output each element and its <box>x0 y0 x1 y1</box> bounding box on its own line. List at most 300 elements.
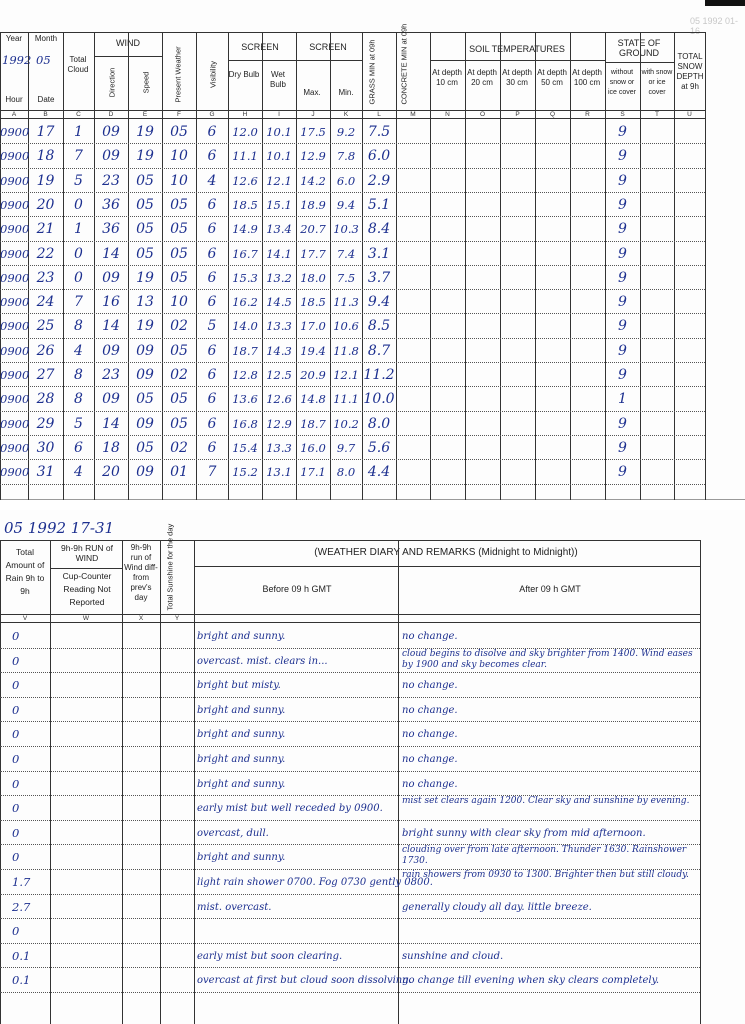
rain-amount: 0 <box>12 727 20 742</box>
dry-bulb-label: Dry Bulb <box>228 70 260 79</box>
diary-row-rule <box>0 771 700 772</box>
cell-min: 11.1 <box>333 392 359 407</box>
cell-pw: 05 <box>170 245 188 262</box>
cell-date: 31 <box>36 464 55 481</box>
date-label: Date <box>37 95 55 104</box>
after-09-label: After 09 h GMT <box>519 584 581 594</box>
cell-cloud: 0 <box>74 196 83 213</box>
cell-max: 17.1 <box>300 465 326 480</box>
diary-row-rule <box>0 943 700 944</box>
depth-50-label: At depth 50 cm <box>537 68 567 87</box>
cell-min: 11.3 <box>333 295 359 310</box>
cell-dry: 12.0 <box>232 125 258 139</box>
diary-before: overcast at first but cloud soon dissolving. <box>197 975 412 987</box>
cell-max: 19.4 <box>300 343 326 358</box>
column-letter: J <box>311 111 315 118</box>
rain-amount: 0 <box>12 801 20 816</box>
min-label: Min. <box>338 88 354 97</box>
cell-vis: 6 <box>207 439 217 456</box>
cell-pw: 10 <box>170 148 188 165</box>
cell-hour: 0900 <box>0 343 30 358</box>
cell-cloud: 5 <box>74 172 83 189</box>
column-letter: I <box>278 111 280 118</box>
column-letter: E <box>142 111 148 118</box>
cell-pw: 05 <box>170 415 188 432</box>
cell-dir: 14 <box>102 245 120 262</box>
cell-cloud: 6 <box>74 439 83 456</box>
diary-row-rule <box>0 967 700 968</box>
run-diff-label: 9h-9h run of Wind diff- from prev's day <box>124 543 158 602</box>
column-letter: R <box>585 111 590 118</box>
cell-vis: 4 <box>207 172 217 189</box>
cell-min: 11.8 <box>333 343 359 358</box>
rain-amount: 0.1 <box>12 948 31 963</box>
top-right-note: 05 1992 01-16 <box>690 16 739 36</box>
cell-hour: 0900 <box>0 173 30 188</box>
diary-after: generally cloudy all day. little breeze. <box>402 901 592 913</box>
rain-amount: 1.7 <box>12 875 31 889</box>
diary-before: overcast, dull. <box>197 827 269 839</box>
cell-grass: 10.0 <box>363 391 395 408</box>
speed-label: Speed <box>141 71 151 94</box>
cell-wet: 12.1 <box>266 173 292 188</box>
cell-pw: 05 <box>170 269 188 286</box>
cell-wet: 13.3 <box>266 319 292 334</box>
column-letter: P <box>515 111 520 118</box>
cell-grass: 5.1 <box>367 196 391 213</box>
cell-date: 19 <box>36 172 55 189</box>
cell-dry: 14.0 <box>232 319 258 334</box>
cell-speed: 09 <box>136 464 154 481</box>
diary-after: sunshine and cloud. <box>402 950 504 962</box>
row-rule <box>0 143 705 144</box>
column-letter: U <box>687 111 692 118</box>
cell-min: 9.4 <box>336 197 356 212</box>
grid-column-line <box>500 32 501 500</box>
cell-cloud: 8 <box>74 318 83 335</box>
column-letter: M <box>410 111 416 118</box>
cell-dir: 20 <box>102 464 120 481</box>
diary-column-line <box>700 540 701 1024</box>
visibility-label: Visibility <box>208 61 218 88</box>
cell-vis: 6 <box>207 415 217 432</box>
column-letter: L <box>377 111 381 118</box>
cell-max: 17.7 <box>300 246 326 261</box>
total-sunshine-label: Total Sunshine for the day <box>165 523 175 611</box>
cell-dir: 18 <box>102 439 120 456</box>
cell-dir: 14 <box>102 415 120 432</box>
diary-column-letter: Y <box>174 615 180 622</box>
cell-pw: 02 <box>170 318 188 335</box>
sheet-corner-mark <box>705 0 745 6</box>
diary-after: mist set clears again 1200. Clear sky and sunshine by evening. <box>402 796 690 807</box>
cell-cloud: 8 <box>74 367 83 383</box>
diary-row-rule <box>0 721 700 722</box>
cell-wet: 13.2 <box>266 270 292 285</box>
diary-row-rule <box>0 894 700 895</box>
with-snow-label: with snow or ice cover <box>641 69 673 96</box>
total-rain-label: Total Amount of Rain 9h to 9h <box>5 547 45 596</box>
cell-grass: 8.5 <box>367 318 391 335</box>
cell-ground: 9 <box>618 464 627 481</box>
row-rule <box>0 386 705 387</box>
cell-ground: 9 <box>618 221 627 238</box>
cell-dry: 16.2 <box>232 295 258 310</box>
cell-cloud: 4 <box>74 342 83 359</box>
cell-ground: 9 <box>618 294 627 311</box>
cell-max: 18.7 <box>300 416 326 431</box>
cell-dir: 09 <box>102 342 120 359</box>
cell-max: 18.9 <box>300 197 326 212</box>
cell-hour: 0900 <box>0 416 30 431</box>
cell-hour: 0900 <box>0 465 30 480</box>
cell-pw: 05 <box>170 124 188 140</box>
cell-grass: 9.4 <box>367 294 391 311</box>
cell-vis: 5 <box>207 318 217 335</box>
rain-amount: 0 <box>12 924 20 939</box>
cell-min: 8.0 <box>336 465 356 480</box>
cell-grass: 2.9 <box>367 172 391 189</box>
cell-date: 29 <box>36 415 55 432</box>
cell-dir: 16 <box>102 294 120 311</box>
cell-dir: 09 <box>102 391 120 408</box>
row-rule <box>0 411 705 412</box>
column-letter: G <box>209 111 215 118</box>
cell-cloud: 7 <box>74 148 83 165</box>
cell-dir: 09 <box>102 148 120 165</box>
state-of-ground-label: STATE OF GROUND <box>617 38 661 58</box>
cell-grass: 8.7 <box>367 342 391 359</box>
cell-date: 22 <box>36 245 55 262</box>
wind-divider <box>94 56 162 57</box>
cell-max: 20.7 <box>300 222 326 237</box>
rain-amount: 2.7 <box>12 899 31 914</box>
diary-after: bright sunny with clear sky from mid afternoon. <box>402 827 646 839</box>
row-rule <box>0 313 705 314</box>
cell-min: 9.2 <box>336 125 356 139</box>
total-cloud-label: Total Cloud <box>67 55 89 74</box>
diary-after: clouding over from late afternoon. Thunder 1630. Rainshower 1730. <box>402 845 687 867</box>
diary-row-rule <box>0 992 700 993</box>
cell-max: 16.0 <box>300 440 326 455</box>
screen-label: SCREEN <box>241 42 279 52</box>
concrete-min-label: CONCRETE MIN at 09h <box>399 23 409 105</box>
cell-vis: 6 <box>207 221 217 238</box>
cell-ground: 9 <box>618 148 627 165</box>
cell-date: 17 <box>36 124 55 140</box>
cell-date: 18 <box>36 148 55 165</box>
column-letter: T <box>655 111 659 118</box>
cell-date: 28 <box>36 391 55 408</box>
cell-grass: 11.2 <box>363 367 395 383</box>
cell-cloud: 8 <box>74 391 83 408</box>
cell-wet: 12.9 <box>266 416 292 431</box>
cell-hour: 0900 <box>0 246 30 261</box>
cell-cloud: 1 <box>74 124 83 140</box>
diary-before: bright and sunny. <box>197 778 286 790</box>
row-rule <box>0 192 705 193</box>
cell-max: 20.9 <box>300 368 326 382</box>
diary-column-line <box>160 540 161 1024</box>
column-letter: C <box>76 111 81 118</box>
cell-dry: 14.9 <box>232 222 258 237</box>
daily-observations-sheet <box>0 0 745 500</box>
diary-before: overcast. mist. clears in... <box>197 655 328 667</box>
cell-vis: 6 <box>207 245 217 262</box>
soil-temperatures-label: SOIL TEMPERATURES <box>469 44 565 54</box>
cell-min: 7.5 <box>336 270 356 285</box>
hour-label: Hour <box>5 95 23 104</box>
grid-column-line <box>570 32 571 500</box>
ground-divider <box>605 62 674 63</box>
cell-date: 24 <box>36 294 55 311</box>
cell-vis: 6 <box>207 196 217 213</box>
cell-pw: 10 <box>170 172 188 189</box>
cell-max: 18.0 <box>300 270 326 285</box>
cell-cloud: 4 <box>74 464 83 481</box>
cell-speed: 05 <box>136 221 154 238</box>
cell-dry: 12.6 <box>232 173 258 188</box>
grid-column-line <box>640 32 641 500</box>
row-rule <box>0 265 705 266</box>
cell-speed: 05 <box>136 391 154 408</box>
rain-amount: 0 <box>12 825 20 840</box>
cell-vis: 6 <box>207 342 217 359</box>
diary-after: no change. <box>402 631 458 642</box>
cell-max: 12.9 <box>300 149 326 164</box>
cell-hour: 0900 <box>0 125 30 139</box>
cell-hour: 0900 <box>0 197 30 212</box>
grid-column-line <box>705 32 706 500</box>
without-snow-label: without snow or ice cover <box>607 69 636 96</box>
soil-divider <box>430 60 605 61</box>
direction-label: Direction <box>107 67 117 98</box>
cell-pw: 02 <box>170 367 188 383</box>
diary-after: rain showers from 0930 to 1300. Brighter then but still cloudy. <box>402 870 689 880</box>
cell-wet: 10.1 <box>266 125 292 139</box>
diary-row-rule <box>0 697 700 698</box>
row-rule <box>0 168 705 169</box>
cell-wet: 15.1 <box>266 197 292 212</box>
year-value: 1992 <box>2 53 32 67</box>
cell-speed: 05 <box>136 196 154 213</box>
grid-column-line <box>535 32 536 500</box>
month-label: Month <box>34 34 58 43</box>
cell-wet: 14.1 <box>266 246 292 261</box>
cell-hour: 0900 <box>0 440 30 455</box>
cell-speed: 09 <box>136 342 154 359</box>
cell-dry: 15.3 <box>232 270 258 285</box>
diary-sheet-title: 05 1992 17-31 <box>4 519 115 537</box>
grass-min-label: GRASS MIN at 09h <box>367 39 377 105</box>
rain-amount: 0 <box>12 678 20 693</box>
cell-vis: 6 <box>207 294 217 311</box>
diary-before: bright but misty. <box>197 680 281 692</box>
cell-min: 7.4 <box>336 246 356 261</box>
cell-dry: 15.4 <box>232 440 258 455</box>
cell-dir: 09 <box>102 124 120 140</box>
rain-amount: 0 <box>12 629 20 643</box>
cell-vis: 6 <box>207 391 217 408</box>
cell-hour: 0900 <box>0 392 30 407</box>
cell-speed: 09 <box>136 415 154 432</box>
cell-speed: 13 <box>136 294 154 311</box>
cell-ground: 9 <box>618 318 627 335</box>
cell-speed: 19 <box>136 318 154 335</box>
row-rule <box>0 216 705 217</box>
cell-min: 6.0 <box>336 173 356 188</box>
cell-hour: 0900 <box>0 149 30 164</box>
diary-row-rule <box>0 672 700 673</box>
diary-column-line <box>194 540 195 1024</box>
run-wind-divider <box>50 568 122 569</box>
total-snow-label: TOTAL SNOW DEPTH at 9h <box>676 52 704 91</box>
cell-pw: 02 <box>170 439 188 456</box>
cell-grass: 5.6 <box>367 439 391 456</box>
cell-date: 25 <box>36 318 55 335</box>
cell-grass: 8.4 <box>367 221 391 238</box>
cell-wet: 14.3 <box>266 343 292 358</box>
cell-max: 18.5 <box>300 295 326 310</box>
cell-wet: 14.5 <box>266 295 292 310</box>
cell-dry: 12.8 <box>232 368 258 382</box>
cell-max: 17.0 <box>300 319 326 334</box>
column-letter: H <box>242 111 248 118</box>
cell-pw: 05 <box>170 196 188 213</box>
cell-ground: 9 <box>618 415 627 432</box>
diary-column-line <box>50 540 51 1024</box>
cell-grass: 3.1 <box>367 245 391 262</box>
depth-30-label: At depth 30 cm <box>502 68 532 87</box>
screen-divider <box>228 60 362 61</box>
diary-before: bright and sunny. <box>197 852 286 864</box>
cell-cloud: 0 <box>74 245 83 262</box>
cell-ground: 9 <box>618 367 627 383</box>
cell-dir: 23 <box>102 367 120 383</box>
cell-dry: 16.7 <box>232 246 258 261</box>
cell-dry: 13.6 <box>232 392 258 407</box>
cell-vis: 6 <box>207 367 217 383</box>
cell-date: 20 <box>36 196 55 213</box>
cell-wet: 10.1 <box>266 149 292 164</box>
cell-dry: 18.5 <box>232 197 258 212</box>
rain-amount: 0 <box>12 850 20 865</box>
diary-title: (WEATHER DIARY AND REMARKS (Midnight to Midnight)) <box>314 547 578 558</box>
rain-amount: 0.1 <box>12 973 31 988</box>
diary-before: bright and sunny. <box>197 631 286 642</box>
diary-before: bright and sunny. <box>197 754 286 765</box>
diary-after: no change till evening when sky clears completely. <box>402 975 660 987</box>
row-rule <box>0 241 705 242</box>
cell-pw: 01 <box>170 464 188 481</box>
cell-min: 10.2 <box>333 416 359 431</box>
cell-cloud: 5 <box>74 415 83 432</box>
cell-ground: 9 <box>618 439 627 456</box>
cell-speed: 05 <box>136 245 154 262</box>
cell-date: 27 <box>36 367 55 383</box>
present-weather-label: Present Weather <box>173 46 183 103</box>
column-letter: K <box>343 111 349 118</box>
cell-grass: 8.0 <box>367 415 391 432</box>
cell-dir: 23 <box>102 172 120 189</box>
cell-speed: 19 <box>136 148 154 165</box>
depth-20-label: At depth 20 cm <box>467 68 497 87</box>
row-rule <box>0 362 705 363</box>
cell-wet: 12.6 <box>266 392 292 407</box>
cell-pw: 10 <box>170 294 188 311</box>
diary-before: bright and sunny. <box>197 704 286 716</box>
row-rule <box>0 435 705 436</box>
cell-hour: 0900 <box>0 368 30 382</box>
cell-min: 10.3 <box>333 222 359 237</box>
rain-amount: 0 <box>12 702 20 717</box>
diary-before: mist. overcast. <box>197 901 272 913</box>
cell-grass: 7.5 <box>367 124 391 140</box>
max-label: Max. <box>303 88 321 97</box>
cell-dry: 11.1 <box>232 149 258 164</box>
cell-max: 14.8 <box>300 392 326 407</box>
column-letter: O <box>479 111 486 118</box>
cell-wet: 13.1 <box>266 465 292 480</box>
diary-row-rule <box>0 918 700 919</box>
cell-min: 7.8 <box>336 149 356 164</box>
cell-dir: 14 <box>102 318 120 335</box>
cell-min: 9.7 <box>336 440 356 455</box>
column-letter: Q <box>549 111 556 118</box>
grid-column-line <box>430 32 431 500</box>
cell-speed: 05 <box>136 172 154 189</box>
diary-column-line <box>122 540 123 1024</box>
cell-dry: 16.8 <box>232 416 258 431</box>
cell-dir: 09 <box>102 269 120 286</box>
column-letter: B <box>43 111 48 118</box>
wet-bulb-label: Wet Bulb <box>269 70 286 89</box>
cell-vis: 7 <box>207 464 217 481</box>
row-rule <box>0 484 705 485</box>
cell-grass: 4.4 <box>367 464 391 481</box>
cup-counter-label: Cup-Counter Reading Not Reported <box>62 571 112 607</box>
cell-date: 21 <box>36 221 55 238</box>
cell-wet: 12.5 <box>266 368 292 382</box>
cell-dry: 15.2 <box>232 465 258 480</box>
cell-speed: 09 <box>136 367 154 383</box>
row-rule <box>0 338 705 339</box>
cell-ground: 9 <box>618 245 627 262</box>
diary-column-line <box>0 540 1 1024</box>
cell-date: 30 <box>36 439 55 456</box>
cell-cloud: 0 <box>74 269 83 286</box>
cell-pw: 05 <box>170 342 188 359</box>
run-of-wind-label: 9h-9h RUN of WIND <box>61 543 113 563</box>
cell-cloud: 1 <box>74 221 83 238</box>
cell-hour: 0900 <box>0 222 30 237</box>
cell-ground: 9 <box>618 124 627 140</box>
diary-after: no change. <box>402 778 458 790</box>
cell-pw: 05 <box>170 221 188 238</box>
depth-100-label: At depth 100 cm <box>572 68 602 87</box>
cell-speed: 19 <box>136 124 154 140</box>
cell-max: 17.5 <box>300 125 326 139</box>
diary-after: no change. <box>402 680 458 692</box>
diary-column-letter: V <box>22 615 28 622</box>
cell-max: 14.2 <box>300 173 326 188</box>
cell-hour: 0900 <box>0 319 30 334</box>
row-rule <box>0 459 705 460</box>
column-letter: D <box>108 111 114 118</box>
diary-after: no change. <box>402 729 458 741</box>
diary-title-divider <box>194 566 700 567</box>
cell-min: 10.6 <box>333 319 359 334</box>
